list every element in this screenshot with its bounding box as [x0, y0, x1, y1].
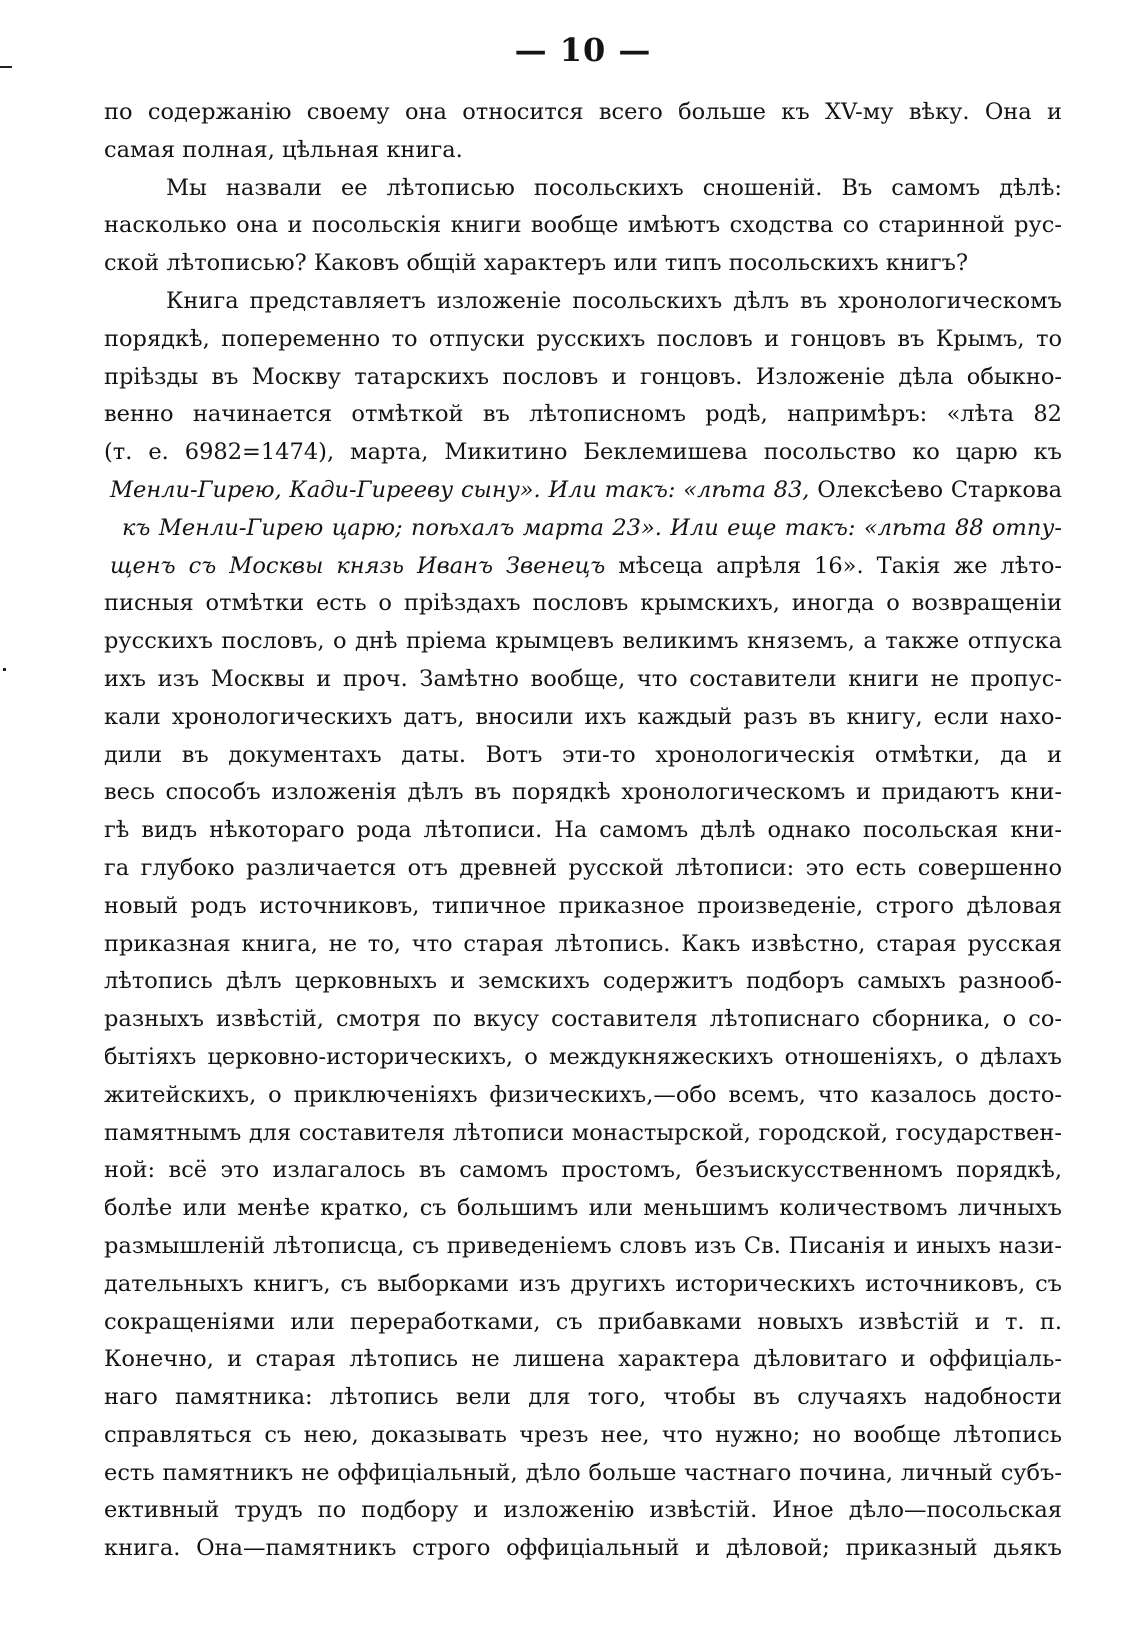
text-line: весь способъ изложенія дѣлъ въ порядкѣ хронологическомъ и придаютъ кни- [104, 779, 1062, 806]
text-line: сокращеніями или переработками, съ прибавками новыхъ извѣстій и т. п. [104, 1308, 1062, 1335]
italic-quote: Менли-Гирею, Кади-Гирееву сыну». Или такъ: «лѣта 83, [110, 476, 810, 503]
text-line: гѣ видъ нѣкотораго рода лѣтописи. На самомъ дѣлѣ однако посольская кни- [104, 817, 1062, 844]
plain-text: Олексѣево Старкова [809, 476, 1062, 503]
text-line: (т. е. 6982=1474), марта, Микитино Беклемишева посольство ко царю къ [104, 439, 1062, 466]
text-line: русскихъ пословъ, о днѣ пріема крымцевъ великимъ княземъ, а также отпуска [104, 628, 1062, 655]
margin-mark-top [0, 66, 12, 68]
text-line: Мы назвали ее лѣтописью посольскихъ сношеній. Въ самомъ дѣлѣ: [166, 174, 1062, 201]
text-line: самая полная, цѣльная книга. [104, 136, 463, 163]
text-line-italic [104, 510, 1062, 548]
text-line: дили въ документахъ даты. Вотъ эти-то хронологическія отмѣтки, да и [104, 741, 1062, 768]
italic-quote: къ Менли-Гирею царю; поѣхалъ марта 23». Или еще такъ: «лѣта 88 отпу- [122, 514, 1062, 541]
text-line: бытіяхъ церковно-историческихъ, о междукняжескихъ отношеніяхъ, о дѣлахъ [104, 1043, 1062, 1070]
text-line: порядкѣ, попеременно то отпуски русскихъ пословъ и гонцовъ въ Крымъ, то [104, 325, 1062, 352]
text-line: приказная книга, не то, что старая лѣтопись. Какъ извѣстно, старая русская [104, 930, 1062, 957]
italic-quote: щенъ съ Москвы князь Иванъ Звенецъ [110, 552, 606, 579]
page-number: — 10 — [514, 31, 652, 69]
text-line: житейскихъ, о приключеніяхъ физическихъ,—обо всемъ, что казалось досто- [104, 1081, 1062, 1108]
text-line: болѣе или менѣе кратко, съ большимъ или меньшимъ количествомъ личныхъ [104, 1195, 1062, 1222]
text-line: лѣтопись дѣлъ церковныхъ и земскихъ содержитъ подборъ самыхъ разнооб- [104, 968, 1062, 995]
text-line: ективный трудъ по подбору и изложенію извѣстій. Иное дѣло—посольская [104, 1497, 1062, 1524]
text-line-italic [104, 548, 1062, 586]
text-line: венно начинается отмѣткой въ лѣтописномъ родѣ, напримѣръ: «лѣта 82 [104, 401, 1062, 428]
text-line: кали хронологическихъ датъ, вносили ихъ каждый разъ въ книгу, если нахо- [104, 703, 1062, 730]
plain-text: мѣсеца апрѣля 16». Такія же лѣто- [605, 552, 1062, 579]
text-line: Книга представляетъ изложеніе посольскихъ дѣлъ въ хронологическомъ [166, 287, 1062, 314]
margin-mark-middle [3, 668, 6, 671]
text-line: разныхъ извѣстій, смотря по вкусу составителя лѣтописнаго сборника, о со- [104, 1006, 1062, 1033]
text-line-italic [104, 472, 1062, 510]
text-line: справляться съ нею, доказывать чрезъ нее, что нужно; но вообще лѣтопись [104, 1421, 1062, 1448]
text-line: наго памятника: лѣтопись вели для того, чтобы въ случаяхъ надобности [104, 1384, 1062, 1411]
text-line: памятнымъ для составителя лѣтописи монастырской, городской, государствен- [104, 1119, 1062, 1146]
text-line: га глубоко различается отъ древней русской лѣтописи: это есть совершенно [104, 854, 1062, 881]
text-line: ской лѣтописью? Каковъ общій характеръ или типъ посольскихъ книгъ? [104, 250, 969, 277]
text-line: есть памятникъ не оффиціальный, дѣло больше частнаго почина, личный субъ- [104, 1459, 1062, 1486]
text-line: размышленій лѣтописца, съ приведеніемъ словъ изъ Св. Писанія и иныхъ нази- [104, 1232, 1062, 1259]
text-line: новый родъ источниковъ, типичное приказное произведеніе, строго дѣловая [104, 892, 1062, 919]
text-line: насколько она и посольскія книги вообще имѣютъ сходства со старинной рус- [104, 212, 1062, 239]
text-line: ной: всё это излагалось въ самомъ простомъ, безъискусственномъ порядкѣ, [104, 1157, 1062, 1184]
text-line: дательныхъ книгъ, съ выборками изъ другихъ историческихъ источниковъ, съ [104, 1270, 1062, 1297]
text-line: Конечно, и старая лѣтопись не лишена характера дѣловитаго и оффиціаль- [104, 1346, 1062, 1373]
text-line: писныя отмѣтки есть о пріѣздахъ пословъ крымскихъ, иногда о возвращеніи [104, 590, 1062, 617]
text-line: по содержанію своему она относится всего больше къ XV-му вѣку. Она и [104, 99, 1062, 125]
book-page [104, 28, 1062, 1568]
body-text [104, 94, 1062, 1568]
text-line: ихъ изъ Москвы и проч. Замѣтно вообще, что составители книги не пропус- [104, 665, 1062, 692]
text-line: пріѣзды въ Москву татарскихъ пословъ и гонцовъ. Изложеніе дѣла обыкно- [104, 363, 1062, 390]
text-line: книга. Она—памятникъ строго оффиціальный и дѣловой; приказный дьякъ [104, 1535, 1062, 1562]
